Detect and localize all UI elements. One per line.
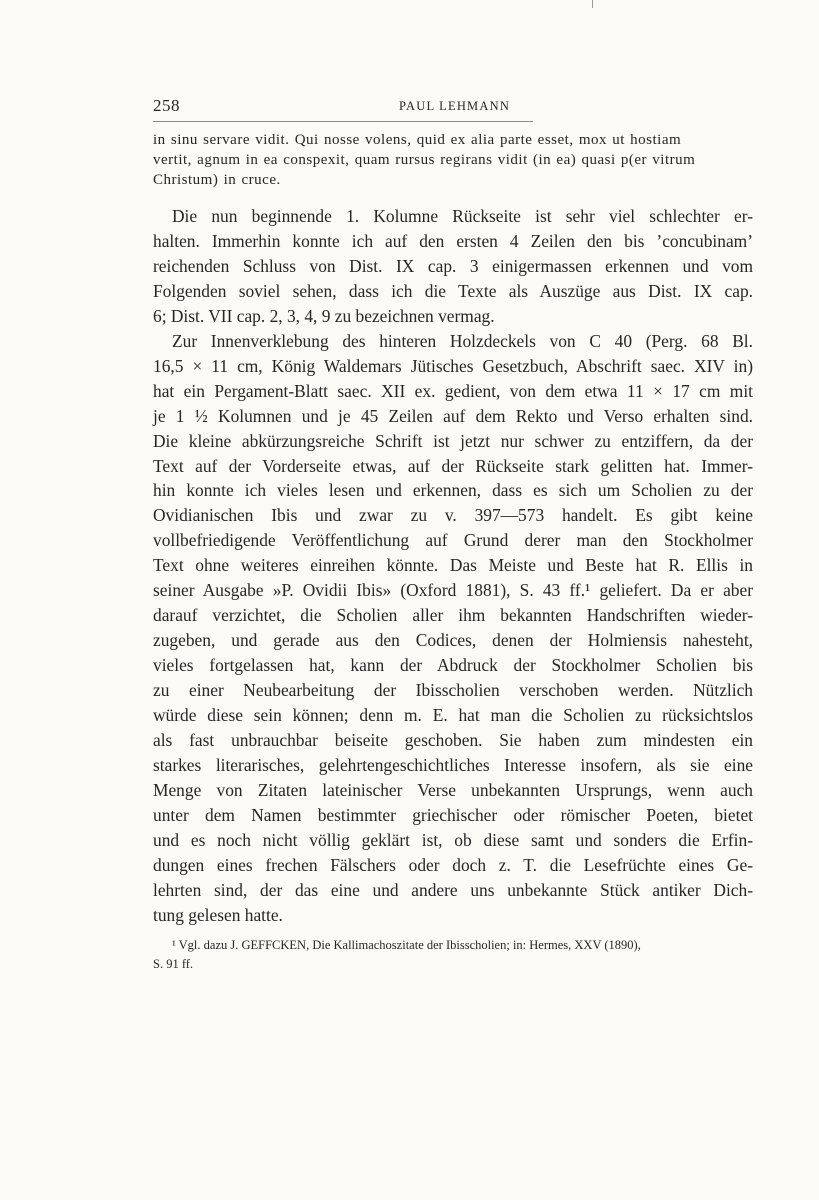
body-line: Die kleine abkürzungsreiche Schrift ist jetzt nur schwer zu entziffern, da der: [153, 430, 753, 451]
body-line: dungen eines frechen Fälschers oder doch z. T. die Lesefrüchte eines Ge-: [153, 854, 753, 875]
scan-mark: [592, 0, 593, 8]
page-number: 258: [153, 96, 180, 115]
excerpt-line: Christum) in cruce.: [153, 172, 281, 188]
body-line: zu einer Neubearbeitung der Ibisscholien verschoben werden. Nützlich: [153, 680, 753, 701]
body-line: Die nun beginnende 1. Kolumne Rückseite ist sehr viel schlechter er-: [172, 206, 753, 226]
page-header: [153, 96, 687, 120]
header-rule: [153, 121, 533, 122]
footnote-line: S. 91 ff.: [153, 957, 194, 971]
body-line: halten. Immerhin konnte ich auf den ersten 4 Zeilen den bis ’concubinam’: [153, 230, 753, 251]
body-line: Ovidianischen Ibis und zwar zu v. 397—573 handelt. Es gibt keine: [153, 505, 753, 526]
body-line: Text ohne weiteres einreihen könnte. Das Meiste und Beste hat R. Ellis in: [153, 555, 753, 576]
body-line: Zur Innenverklebung des hinteren Holzdeckels von C 40 (Perg. 68 Bl.: [172, 330, 753, 351]
body-line: unter dem Namen bestimmter griechischer oder römischer Poeten, bietet: [153, 804, 753, 825]
footnote: [153, 936, 753, 974]
body-line: Folgenden soviel sehen, dass ich die Texte als Auszüge aus Dist. IX cap.: [153, 280, 753, 301]
body-line: darauf verzichtet, die Scholien aller ihm bekannten Handschriften wieder-: [153, 605, 753, 626]
body-line: und es noch nicht völlig geklärt ist, ob diese samt und sonders die Erfin-: [153, 829, 753, 850]
body-line: Text auf der Vorderseite etwas, auf der Rückseite stark gelitten hat. Immer-: [153, 455, 753, 476]
body-line: vollbefriedigende Veröffentlichung auf Grund derer man den Stockholmer: [153, 530, 753, 551]
body-line: tung gelesen hatte.: [153, 904, 283, 925]
body-line: hin konnte ich vieles lesen und erkennen, dass es sich um Scholien zu der: [153, 480, 753, 501]
body-line: Menge von Zitaten lateinischer Verse unbekannten Ursprungs, wenn auch: [153, 779, 753, 800]
body-line: lehrten sind, der das eine und andere uns unbekannte Stück antiker Dich-: [153, 879, 753, 900]
body-line: je 1 ½ Kolumnen und je 45 Zeilen auf dem Rekto und Verso erhalten sind.: [153, 405, 753, 426]
footnote-line: ¹ Vgl. dazu J. GEFFCKEN, Die Kallimachoszitate der Ibisscholien; in: Hermes, XXV (1890),: [172, 938, 641, 952]
excerpt-line: vertit, agnum in ea conspexit, quam rursus regirans vidit (in ea) quasi p(er vitrum: [153, 152, 696, 168]
body-line: vieles fortgelassen hat, kann der Abdruck der Stockholmer Scholien bis: [153, 655, 753, 676]
body-line: starkes literarisches, gelehrtengeschichtliches Interesse insofern, als sie eine: [153, 754, 753, 775]
body-line: reichenden Schluss von Dist. IX cap. 3 einigermassen erkennen und vom: [153, 255, 753, 276]
body-line: 16,5 × 11 cm, König Waldemars Jütisches Gesetzbuch, Abschrift saec. XIV in): [153, 355, 753, 376]
body-line: 6; Dist. VII cap. 2, 3, 4, 9 zu bezeichnen vermag.: [153, 305, 495, 326]
running-head: PAUL LEHMANN: [399, 99, 511, 113]
excerpt-line: in sinu servare vidit. Qui nosse volens, quid ex alia parte esset, mox ut hostiam: [153, 132, 682, 148]
body-line: zugeben, und gerade aus den Codices, denen der Holmiensis nahesteht,: [153, 630, 753, 651]
body-text: [153, 204, 753, 928]
body-line: als fast unbrauchbar beiseite geschoben. Sie haben zum mindesten ein: [153, 730, 753, 751]
body-line: hat ein Pergament-Blatt saec. XII ex. gedient, von dem etwa 11 × 17 cm mit: [153, 380, 753, 401]
body-line: würde diese sein können; denn m. E. hat man die Scholien zu rücksichtslos: [153, 705, 753, 726]
body-line: seiner Ausgabe »P. Ovidii Ibis» (Oxford 1881), S. 43 ff.¹ geliefert. Da er aber: [153, 580, 753, 601]
quoted-latin-excerpt: [153, 130, 753, 190]
